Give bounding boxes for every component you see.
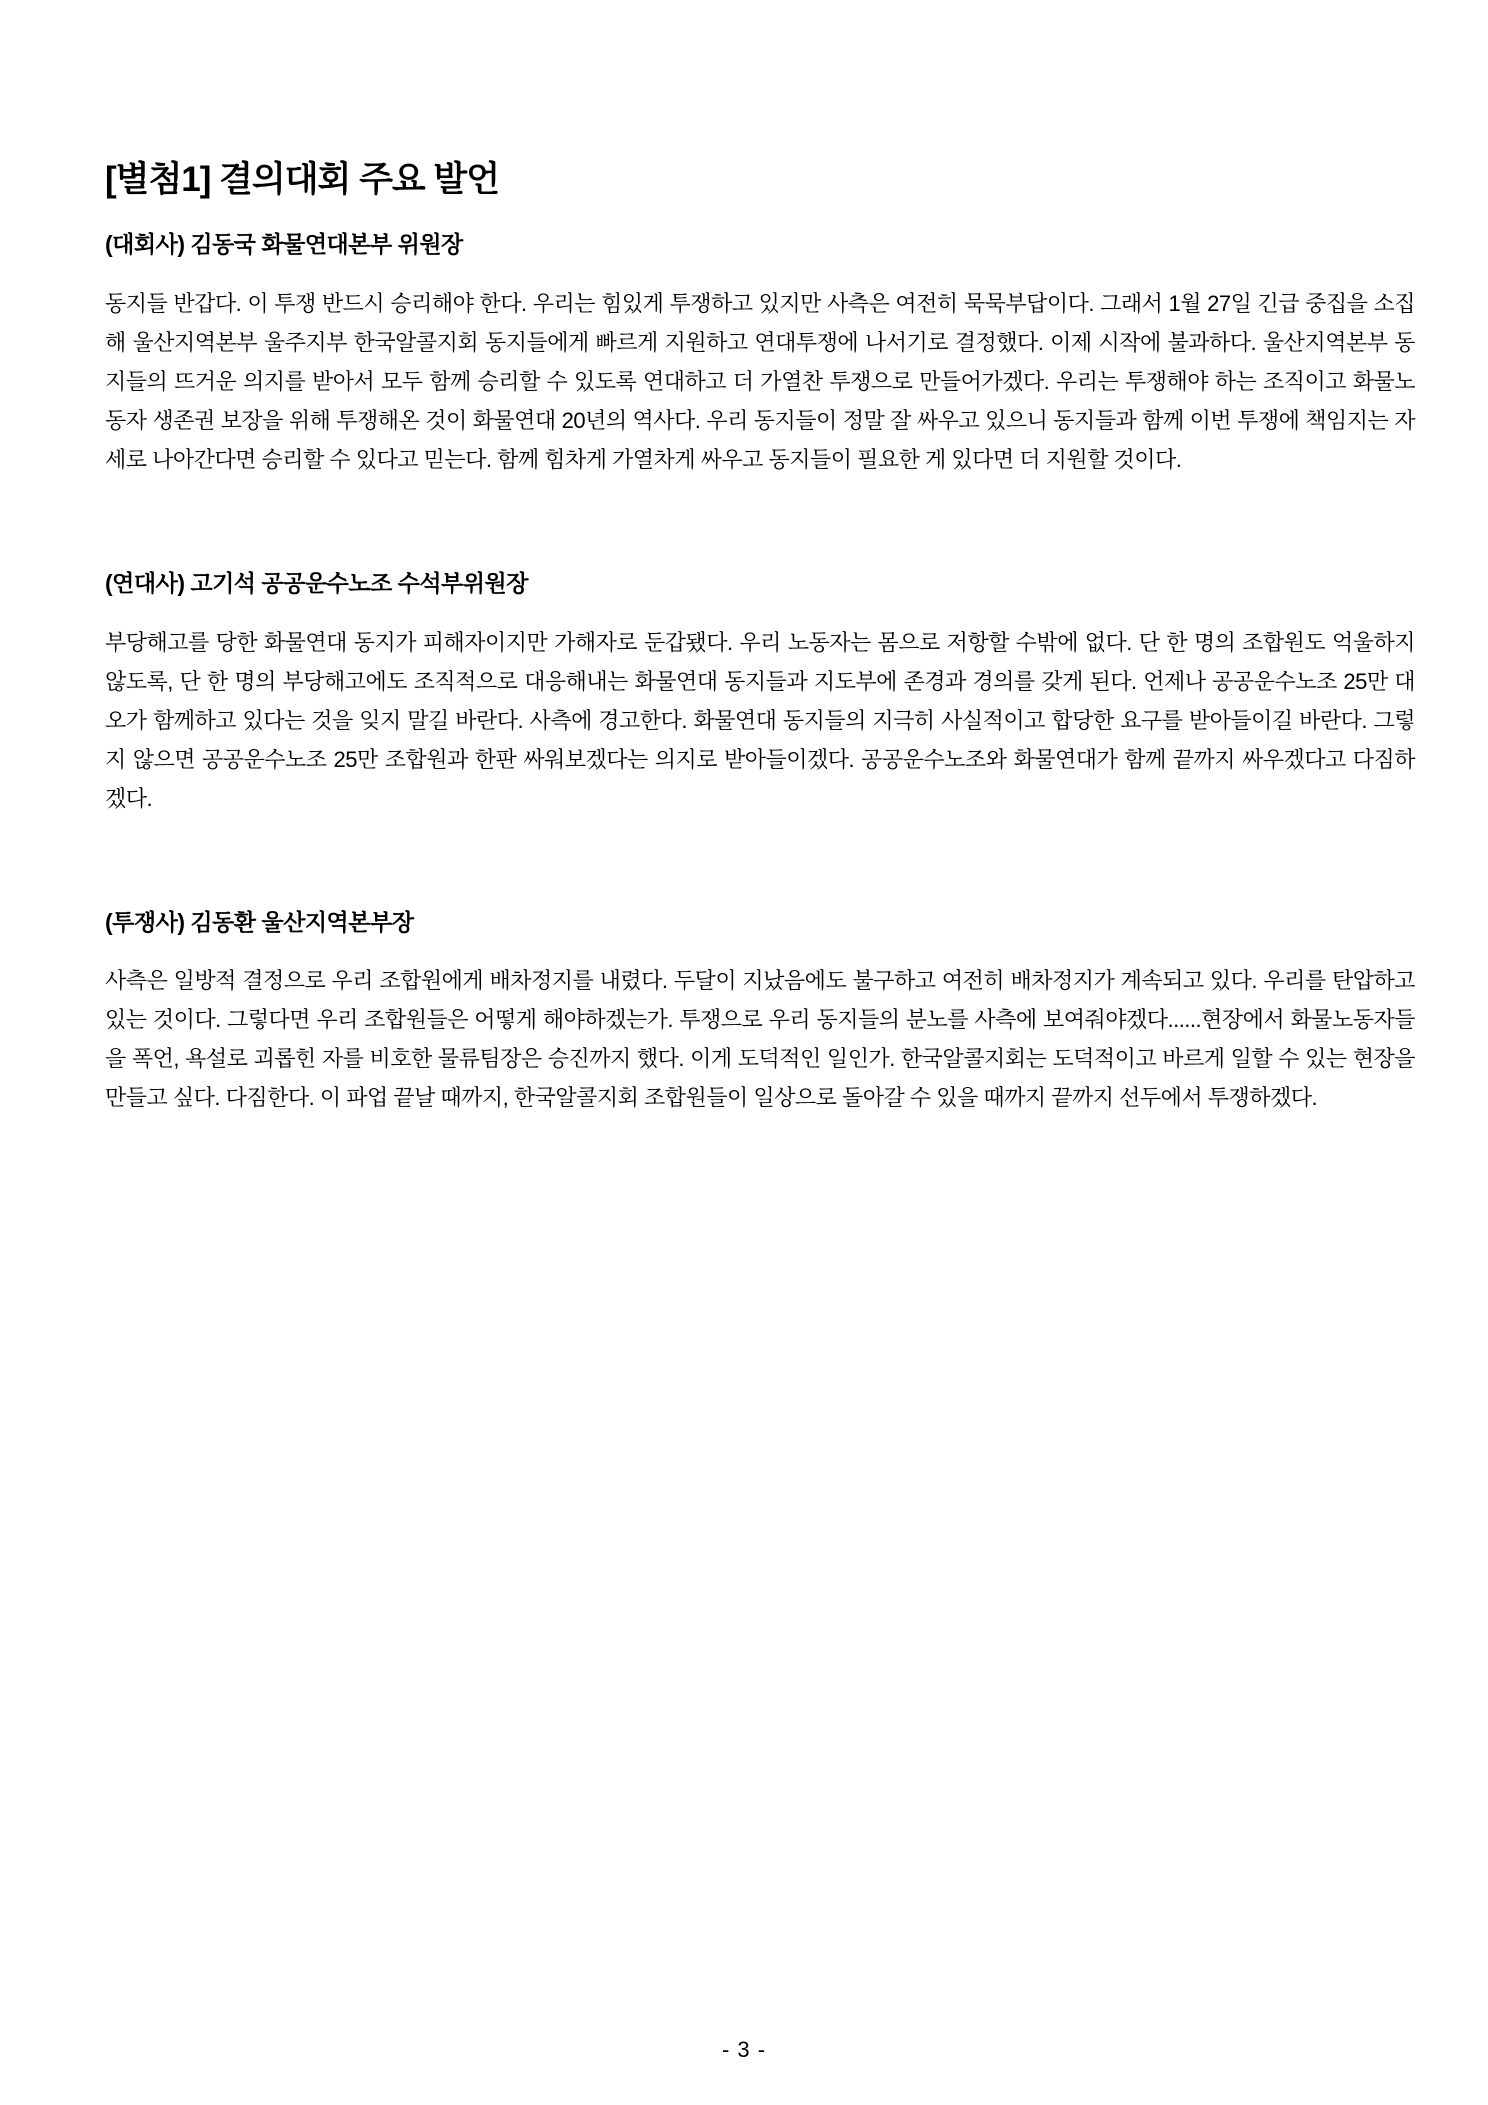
section-body-struggle-speech: 사측은 일방적 결정으로 우리 조합원에게 배차정지를 내렸다. 두달이 지났음에도 불구하고 여전히 배차정지가 계속되고 있다. 우리를 탄압하고 있는 것이다. 그렇다면 우리 조합원들은 어떻게 해야하겠는가. 투쟁으로 우리 동지들의 분노를 사측에 보여줘야겠다......현장에서 화물노동자들을 폭언, 욕설로 괴롭힌 자를 비호한 물류팀장은 승진까지 했다. 이게 도덕적인 일인가. 한국알콜지회는 도덕적이고 바르게 일할 수 있는 현장을 만들고 싶다. 다짐한다. 이 파업 끝날 때까지, 한국알콜지회 조합원들이 일상으로 돌아갈 수 있을 때까지 끝까지 선두에서 투쟁하겠다. [105,968,1415,1111]
page-title: [별첨1] 결의대회 주요 발언 [105,160,500,199]
section-body-solidarity-speech: 부당해고를 당한 화물연대 동지가 피해자이지만 가해자로 둔갑됐다. 우리 노동자는 몸으로 저항할 수밖에 없다. 단 한 명의 조합원도 억울하지 않도록, 단 한 명의 부당해고에도 조직적으로 대응해내는 화물연대 동지들과 지도부에 존경과 경의를 갖게 된다. 언제나 공공운수노조 25만 대오가 함께하고 있다는 것을 잊지 말길 바란다. 사측에 경고한다. 화물연대 동지들의 지극히 사실적이고 합당한 요구를 받아들이길 바란다. 그렇지 않으면 공공운수노조 25만 조합원과 한판 싸워보겠다는 의지로 받아들이겠다. 공공운수노조와 화물연대가 함께 끝까지 싸우겠다고 다짐하겠다. [105,629,1415,811]
section-heading-opening-speech: (대회사) 김동국 화물연대본부 위원장 [105,230,463,257]
section-heading-solidarity-speech: (연대사) 고기석 공공운수노조 수석부위원장 [105,569,528,596]
section-opening-speech [105,230,1415,479]
section-solidarity-speech [105,569,1415,818]
page-number: - 3 - [721,2037,767,2062]
section-heading-struggle-speech: (투쟁사) 김동환 울산지역본부장 [105,908,414,935]
section-body-opening-speech: 동지들 반갑다. 이 투쟁 반드시 승리해야 한다. 우리는 힘있게 투쟁하고 있지만 사측은 여전히 묵묵부답이다. 그래서 1월 27일 긴급 중집을 소집해 울산지역본부 울주지부 한국알콜지회 동지들에게 빠르게 지원하고 연대투쟁에 나서기로 결정했다. 이제 시작에 불과하다. 울산지역본부 동지들의 뜨거운 의지를 받아서 모두 함께 승리할 수 있도록 연대하고 더 가열찬 투쟁으로 만들어가겠다. 우리는 투쟁해야 하는 조직이고 화물노동자 생존권 보장을 위해 투쟁해온 것이 화물연대 20년의 역사다. 우리 동지들이 정말 잘 싸우고 있으니 동지들과 함께 이번 투쟁에 책임지는 자세로 나아간다면 승리할 수 있다고 믿는다. 함께 힘차게 가열차게 싸우고 동지들이 필요한 게 있다면 더 지원할 것이다. [105,290,1415,472]
section-struggle-speech [105,908,1415,1118]
